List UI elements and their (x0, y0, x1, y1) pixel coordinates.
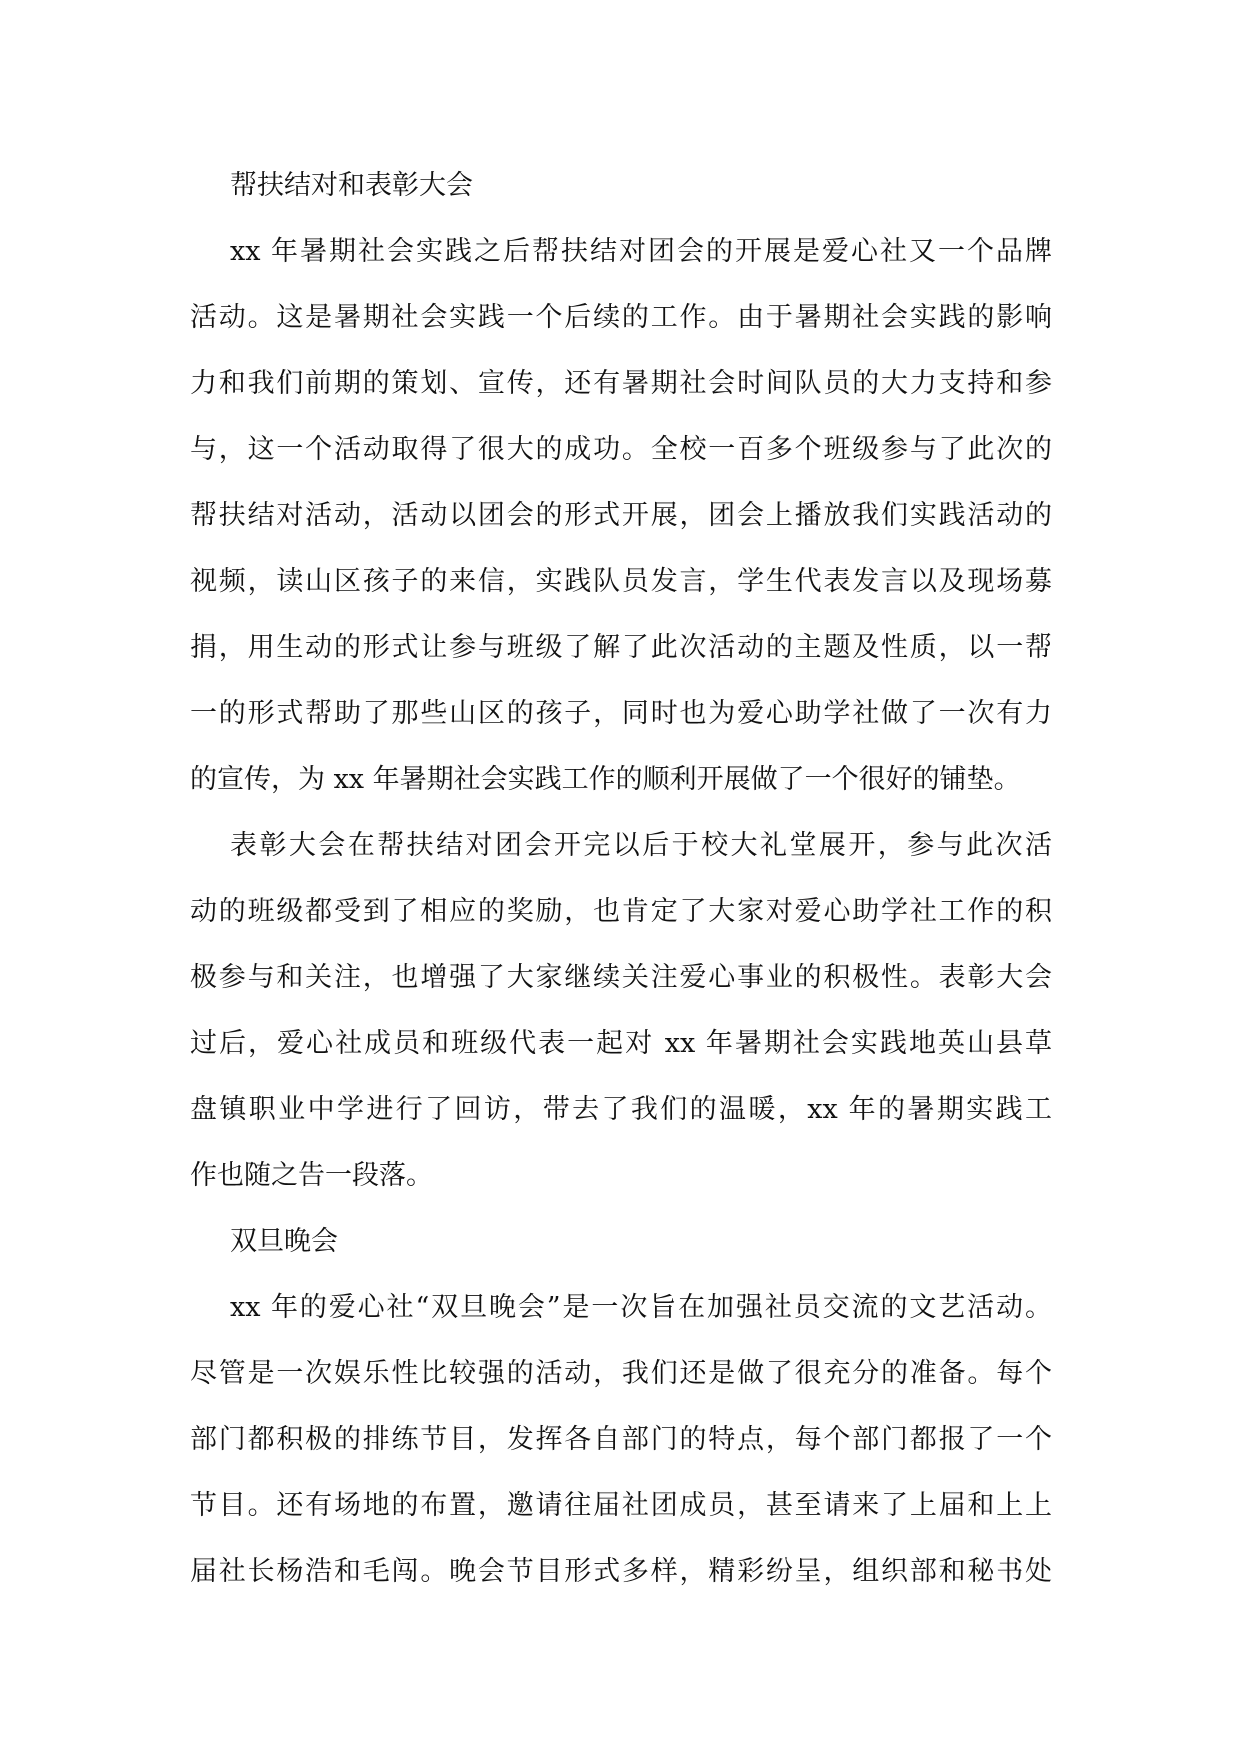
paragraph-line: 力和我们前期的策划、宣传，还有暑期社会时间队员的大力支持和参 (190, 368, 1052, 399)
document-body (190, 153, 1052, 1605)
section-heading: 帮扶结对和表彰大会 (230, 170, 473, 201)
section-heading: 双旦晚会 (230, 1226, 338, 1257)
paragraph-line: 过后，爱心社成员和班级代表一起对 xx 年暑期社会实践地英山县草 (190, 1028, 1052, 1059)
paragraph (190, 1275, 1052, 1605)
paragraph-line: 活动。这是暑期社会实践一个后续的工作。由于暑期社会实践的影响 (190, 302, 1052, 333)
paragraph-line: 届社长杨浩和毛闯。晚会节目形式多样，精彩纷呈，组织部和秘书处 (190, 1556, 1052, 1587)
paragraph-line: 节目。还有场地的布置，邀请往届社团成员，甚至请来了上届和上上 (190, 1490, 1052, 1521)
paragraph (190, 219, 1052, 813)
paragraph-line: 动的班级都受到了相应的奖励，也肯定了大家对爱心助学社工作的积 (190, 896, 1052, 927)
paragraph-line: 与，这一个活动取得了很大的成功。全校一百多个班级参与了此次的 (190, 434, 1052, 465)
paragraph-line: xx 年的爱心社“双旦晚会”是一次旨在加强社员交流的文艺活动。 (230, 1292, 1052, 1323)
paragraph (190, 813, 1052, 1209)
paragraph-line: 一的形式帮助了那些山区的孩子，同时也为爱心助学社做了一次有力 (190, 698, 1052, 729)
paragraph-line: 盘镇职业中学进行了回访，带去了我们的温暖，xx 年的暑期实践工 (190, 1094, 1052, 1125)
paragraph-line: 的宣传，为 xx 年暑期社会实践工作的顺利开展做了一个很好的铺垫。 (190, 764, 1021, 795)
paragraph-line: 尽管是一次娱乐性比较强的活动，我们还是做了很充分的准备。每个 (190, 1358, 1052, 1389)
paragraph-line: 捐，用生动的形式让参与班级了解了此次活动的主题及性质，以一帮 (190, 632, 1052, 663)
paragraph-line: 部门都积极的排练节目，发挥各自部门的特点，每个部门都报了一个 (190, 1424, 1052, 1455)
paragraph-line: 视频，读山区孩子的来信，实践队员发言，学生代表发言以及现场募 (190, 566, 1052, 597)
paragraph-line: 作也随之告一段落。 (190, 1160, 433, 1191)
paragraph-line: xx 年暑期社会实践之后帮扶结对团会的开展是爱心社又一个品牌 (230, 236, 1052, 267)
paragraph-line: 表彰大会在帮扶结对团会开完以后于校大礼堂展开，参与此次活 (230, 830, 1052, 861)
paragraph-line: 极参与和关注，也增强了大家继续关注爱心事业的积极性。表彰大会 (190, 962, 1052, 993)
paragraph-line: 帮扶结对活动，活动以团会的形式开展，团会上播放我们实践活动的 (190, 500, 1052, 531)
